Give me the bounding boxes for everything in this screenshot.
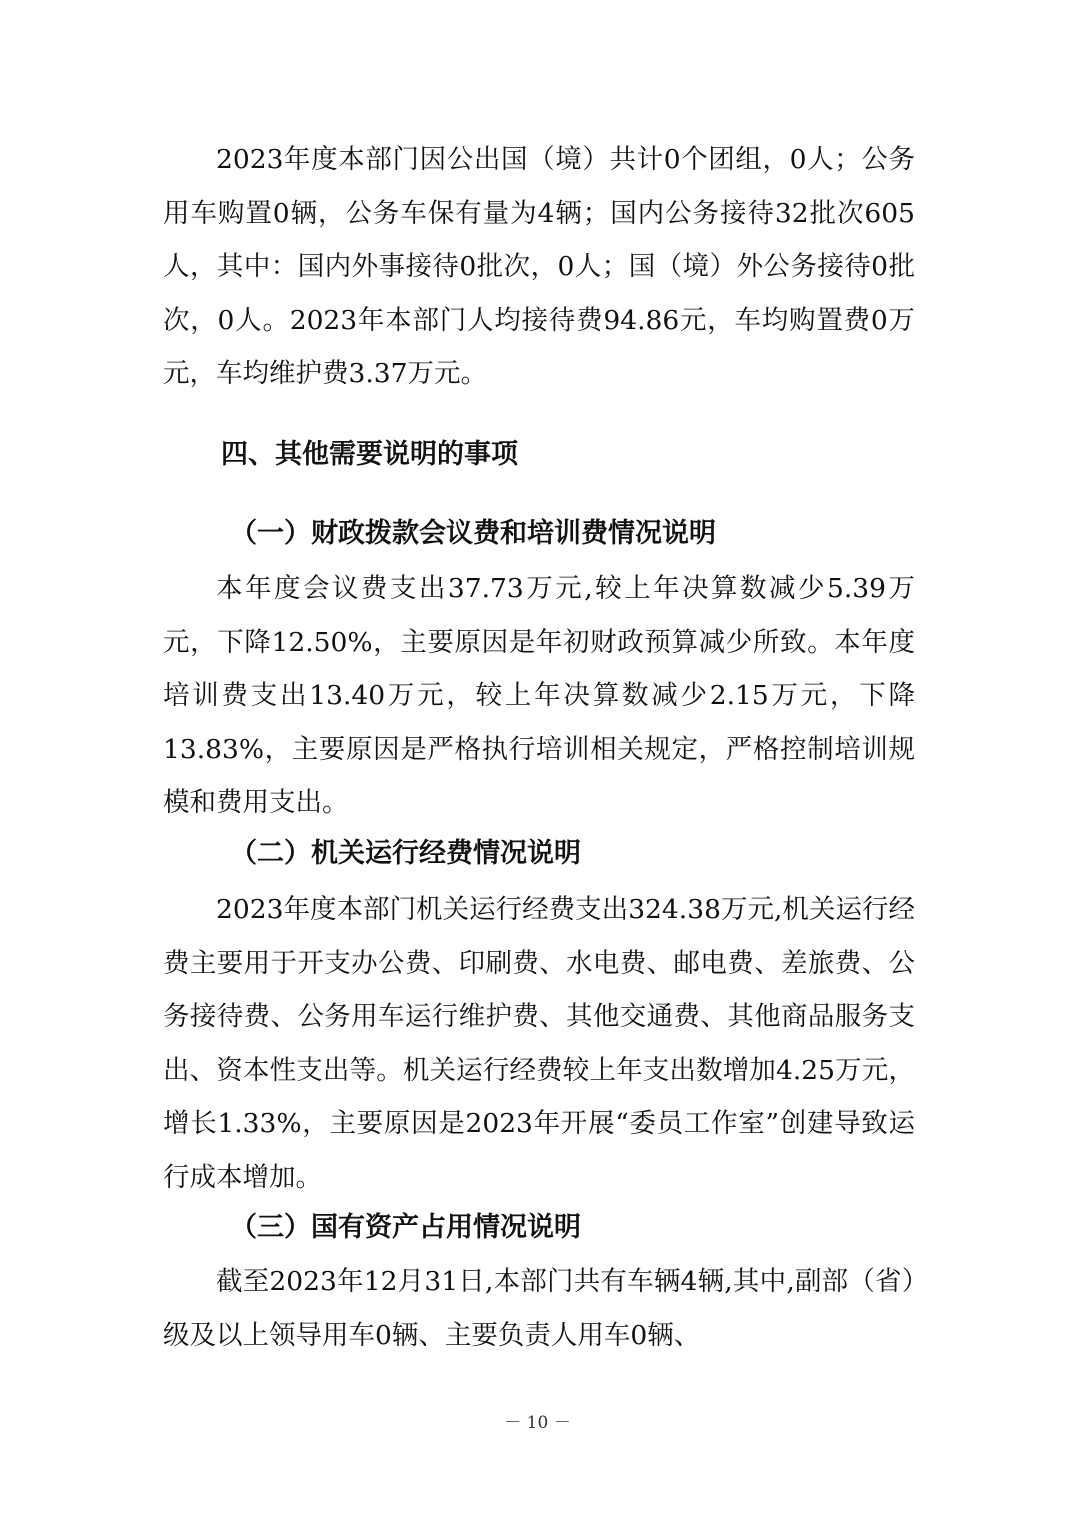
subsection-title-operating-expenses: （二）机关运行经费情况说明: [230, 838, 581, 869]
page-number: － 10 －: [504, 1413, 571, 1433]
paragraph-meeting-training-fees: 本年度会议费支出37.73万元,较上年决算数减少5.39万元，下降12.50%，主要原因是年初财政预算减少所致。本年度培训费支出13.40万元，较上年决算数减少2.15万元，下降13.83%，主要原因是严格执行培训相关规定，严格控制培训规模和费用支出。: [163, 573, 915, 819]
section-title-other-matters: 四、其他需要说明的事项: [221, 439, 518, 470]
paragraph-overseas-travel-vehicles-reception: 2023年度本部门因公出国（境）共计0个团组，0人；公务用车购置0辆，公务车保有量为4辆；国内公务接待32批次605人，其中：国内外事接待0批次，0人；国（境）外公务接待0批次，0人。2023年本部门人均接待费94.86元，车均购置费0万元，车均维护费3.37万元。: [163, 144, 915, 390]
paragraph-operating-expenses: 2023年度本部门机关运行经费支出324.38万元,机关运行经费主要用于开支办公费、印刷费、水电费、邮电费、差旅费、公务接待费、公务用车运行维护费、其他交通费、其他商品服务支出、资本性支出等。机关运行经费较上年支出数增加4.25万元，增长1.33%，主要原因是2023年开展“委员工作室”创建导致运行成本增加。: [163, 894, 915, 1193]
paragraph-state-assets: 截至2023年12月31日,本部门共有车辆4辆,其中,副部（省）级及以上领导用车0辆、主要负责人用车0辆、: [163, 1266, 915, 1351]
subsection-title-state-assets: （三）国有资产占用情况说明: [230, 1212, 581, 1243]
subsection-title-meeting-training-fees: （一）财政拨款会议费和培训费情况说明: [230, 518, 716, 549]
